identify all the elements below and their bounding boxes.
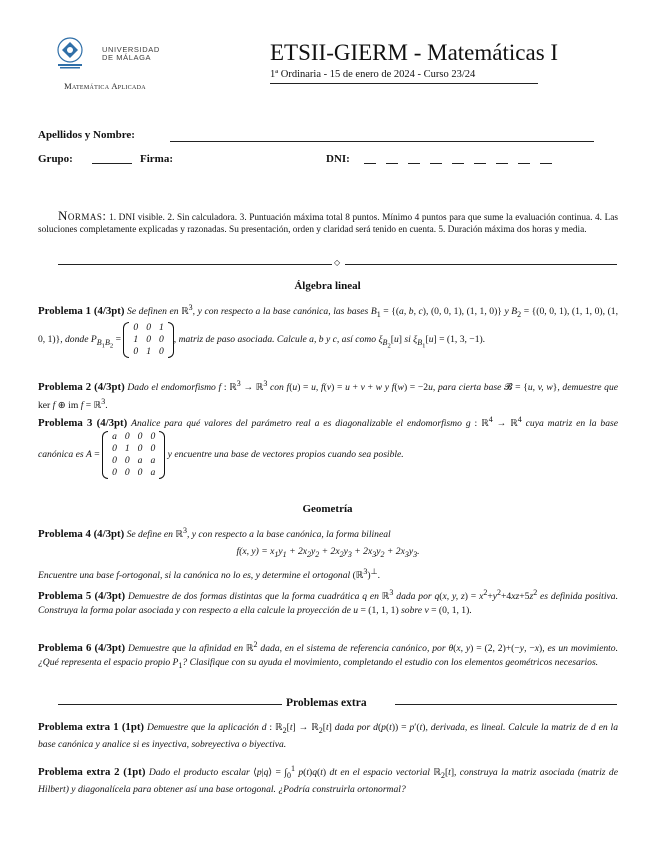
group-label: Grupo: <box>38 153 73 165</box>
exam-rules <box>38 210 618 236</box>
divider-diamond: ◇ <box>334 258 341 267</box>
university-line-1: UNIVERSIDAD <box>102 45 160 54</box>
university-name <box>102 46 160 62</box>
matrix-p3: a 0 0 0 0 1 0 0 0 0 a a 0 0 0 a <box>102 431 165 479</box>
extra-problem-2: Problema extra 2 (1pt) Dado el producto escalar ⟨p|q⟩ = $\int_0^1$ p(t)q(t) dt en el espacio vectorial ℝ$_2$[t], construya la matriz asociada (matriz de Hilbert) y diagonalícela para obtener así una base ortogonal. ¿Podría construirla ortonormal? <box>38 764 618 796</box>
divider-right <box>345 264 617 265</box>
problem-2-title: Problema 2 (4/3pt) <box>38 381 125 394</box>
group-field[interactable] <box>92 163 132 164</box>
problem-5-title: Problema 5 (4/3pt) <box>38 590 126 603</box>
name-field[interactable] <box>170 141 594 142</box>
extra-divider-left <box>58 704 282 705</box>
problem-3: Problema 3 (4/3pt) Analice para qué valores del parámetro real a es diagonalizable el endomorfismo g : ℝ$^4$ → ℝ$^4$ cuya matriz en la base canónica es A = a 0 0 0 0 1 0 0 0 0 a a 0 0 0 a y encuentre una base de vectores propios cuando sea posible. <box>38 415 619 479</box>
problem-4-title: Problema 4 (4/3pt) <box>38 528 125 541</box>
dni-label: DNI: <box>326 153 350 165</box>
problem-3-title: Problema 3 (4/3pt) <box>38 417 128 430</box>
rules-heading: Normas: <box>58 208 107 223</box>
name-label: Apellidos y Nombre: <box>38 129 135 141</box>
university-line-2: DE MÁLAGA <box>102 53 152 62</box>
bilinear-form-equation: f(x, $y) = x_1y_1 + 2x_2y_2 + 2x_2y_3 + 2x_3y_2 + 2x_3y_3$. <box>236 546 420 560</box>
problem-5: Problema 5 (4/3pt) Demuestre de dos formas distintas que la forma cuadrática q en ℝ$^3$ dada por q(x, y, $z) = x^2+y^2+4xz+5z^2$ es definida positiva. Construya la forma polar asociada y con respecto a ella calcule la proyección de u = (1, 1, 1) sobre v = (0, 1, 1). <box>38 588 618 617</box>
dni-field[interactable] <box>364 163 564 165</box>
extra-problem-1-title: Problema extra 1 (1pt) <box>38 721 145 733</box>
divider-left <box>58 264 332 265</box>
section-algebra-title: Álgebra lineal <box>294 280 361 292</box>
matrix-p1: 0 0 1 1 0 0 0 1 0 <box>123 322 173 358</box>
problem-1: Problema 1 (4/3pt) Se definen en ℝ$^3$, y con respecto a la base canónica, las bases $B_1 = \{(a$, b, c), (0, 0, 1), (1, 1, 0)} y $B_2 = \{(0$, 0, 1), (1, 1, 0), (1, 0, 1)}, donde $P_{B_1B_2}$ = 0 0 1 1 0 0 0 1 0 , matriz de paso asociada. Calcule a, b y c, así como $\xi_{B_2}[u]$ si $\xi_{B_1}[u] = (1$, 3, −1). <box>38 303 618 358</box>
university-logo <box>40 34 170 94</box>
subtitle-rule <box>270 83 538 84</box>
section-extra-title: Problemas extra <box>286 697 367 709</box>
exam-subtitle: 1ª Ordinaria - 15 de enero de 2024 - Curso 23/24 <box>270 69 476 80</box>
problem-1-title: Problema 1 (4/3pt) <box>38 305 125 318</box>
exam-title: ETSII-GIERM - Matemáticas I <box>270 40 559 65</box>
extra-problem-1: Problema extra 1 (1pt) Demuestre que la aplicación d : ℝ$_2$[t] → ℝ$_2$[t] dada por d(p(t)) = p′(t), derivada, es lineal. Calcule la matriz de d en la base canónica y analice si es inyectiva, sobreyectiva o biyectiva. <box>38 721 619 750</box>
extra-divider-right <box>395 704 617 705</box>
rules-text: 1. DNI visible. 2. Sin calculadora. 3. Puntuación máxima total 8 puntos. Mínimo 4 puntos para que sume la evaluación continua. 4. Las soluciones completamente explicadas y razonadas. Su presentación, orden y claridad será tenido en cuenta. 5. Duración máxima dos horas y media. <box>38 213 618 235</box>
problem-4: Problema 4 (4/3pt) Se define en ℝ$^3$, y con respecto a la base canónica, la forma bilineal f(x, $y) = x_1y_1 + 2x_2y_2 + 2x_2y_3 + 2x_3y_2 + 2x_3y_3$. Encuentre una base f-ortogonal, si la canónica no lo es, y determine el ortogonal (ℝ$^3$)⊥. <box>38 524 618 583</box>
university-seal-icon <box>40 34 100 78</box>
problem-2: Problema 2 (4/3pt) Dado el endomorfismo f : ℝ$^3$ → ℝ$^3$ con f(u) = u, f(v) = u + v + w y f(w) = −2u, para cierta base 𝓑 = {u, v, w}, demuestre que ker f ⊕ im f = ℝ$^3$. <box>38 379 619 412</box>
problem-6-title: Problema 6 (4/3pt) <box>38 642 126 655</box>
problem-6: Problema 6 (4/3pt) Demuestre que la afinidad en ℝ$^2$ dada, en el sistema de referencia canónico, por θ(x, y) = (2, 2)+(−y, −x), es un movimiento. ¿Qué representa el espacio propio $P_1$? Clasifique con su ayuda el movimiento, completando el estudio con los elementos geométricos necesarios. <box>38 640 618 671</box>
signature-label: Firma: <box>140 153 173 165</box>
department-name: Matemática Aplicada <box>64 81 146 91</box>
extra-problem-2-title: Problema extra 2 (1pt) <box>38 766 146 779</box>
section-geometria-title: Geometría <box>302 503 353 515</box>
